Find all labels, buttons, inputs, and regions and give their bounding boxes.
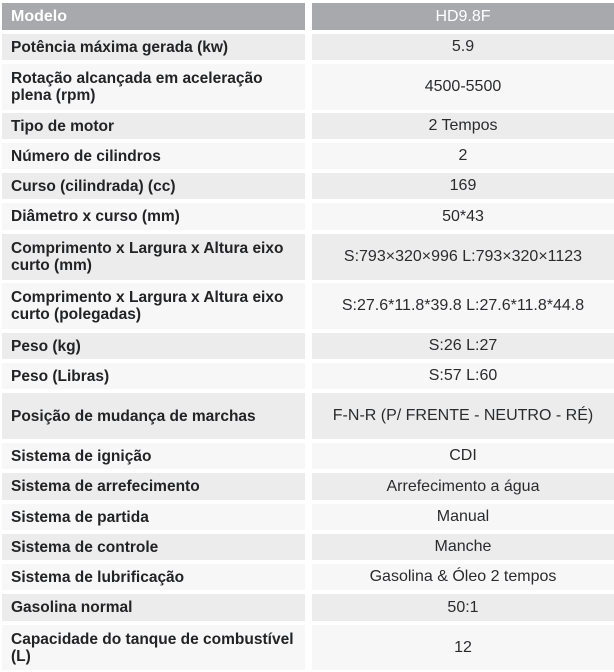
row-value: Arrefecimento a água xyxy=(312,473,614,500)
table-row xyxy=(0,473,614,500)
row-value: S:26 L:27 xyxy=(312,333,614,359)
table-row xyxy=(0,363,614,389)
row-label: Curso (cilindrada) (cc) xyxy=(2,173,305,199)
row-value: Manche xyxy=(312,534,614,560)
row-value: F-N-R (P/ FRENTE - NEUTRO - RÉ) xyxy=(312,393,614,439)
table-row xyxy=(0,234,614,280)
row-value: Gasolina & Óleo 2 tempos xyxy=(312,564,614,590)
table-row xyxy=(0,64,614,110)
row-value: CDI xyxy=(312,443,614,469)
header-value: HD9.8F xyxy=(312,3,614,30)
row-label: Posição de mudança de marchas xyxy=(2,393,305,439)
row-label: Gasolina normal xyxy=(2,594,305,621)
row-value: S:793×320×996 L:793×320×1123 xyxy=(312,234,614,280)
row-label: Sistema de lubrificação xyxy=(2,564,305,590)
row-label: Potência máxima gerada (kw) xyxy=(2,34,305,60)
row-value: 50*43 xyxy=(312,203,614,230)
row-label: Tipo de motor xyxy=(2,113,305,139)
row-value: S:57 L:60 xyxy=(312,363,614,389)
table-row xyxy=(0,504,614,530)
row-value: 5.9 xyxy=(312,34,614,60)
table-row xyxy=(0,143,614,169)
row-label: Peso (kg) xyxy=(2,333,305,359)
row-value: 2 Tempos xyxy=(312,113,614,139)
row-label: Sistema de partida xyxy=(2,504,305,530)
table-row xyxy=(0,34,614,60)
row-label: Rotação alcançada em aceleração plena (rpm) xyxy=(2,64,305,110)
table-row xyxy=(0,534,614,560)
table-row xyxy=(0,203,614,230)
row-label: Número de cilindros xyxy=(2,143,305,169)
table-row xyxy=(0,393,614,439)
row-label: Sistema de arrefecimento xyxy=(2,473,305,500)
row-label: Sistema de ignição xyxy=(2,443,305,469)
table-header-row xyxy=(0,3,614,30)
table-row xyxy=(0,443,614,469)
table-row xyxy=(0,113,614,139)
table-row xyxy=(0,594,614,621)
table-row xyxy=(0,283,614,329)
table-row xyxy=(0,173,614,199)
row-value: 2 xyxy=(312,143,614,169)
row-label: Comprimento x Largura x Altura eixo curto (polegadas) xyxy=(2,283,305,329)
row-label: Peso (Libras) xyxy=(2,363,305,389)
row-value: Manual xyxy=(312,504,614,530)
table-row xyxy=(0,333,614,359)
row-value: 50:1 xyxy=(312,594,614,621)
row-label: Comprimento x Largura x Altura eixo curto (mm) xyxy=(2,234,305,280)
row-value: S:27.6*11.8*39.8 L:27.6*11.8*44.8 xyxy=(312,283,614,329)
row-label: Diâmetro x curso (mm) xyxy=(2,203,305,230)
row-value: 169 xyxy=(312,173,614,199)
table-row xyxy=(0,564,614,590)
row-label: Capacidade do tanque de combustível (L) xyxy=(2,625,305,670)
table-row xyxy=(0,625,614,670)
row-value: 12 xyxy=(312,625,614,670)
row-value: 4500-5500 xyxy=(312,64,614,110)
header-label: Modelo xyxy=(2,3,305,30)
row-label: Sistema de controle xyxy=(2,534,305,560)
